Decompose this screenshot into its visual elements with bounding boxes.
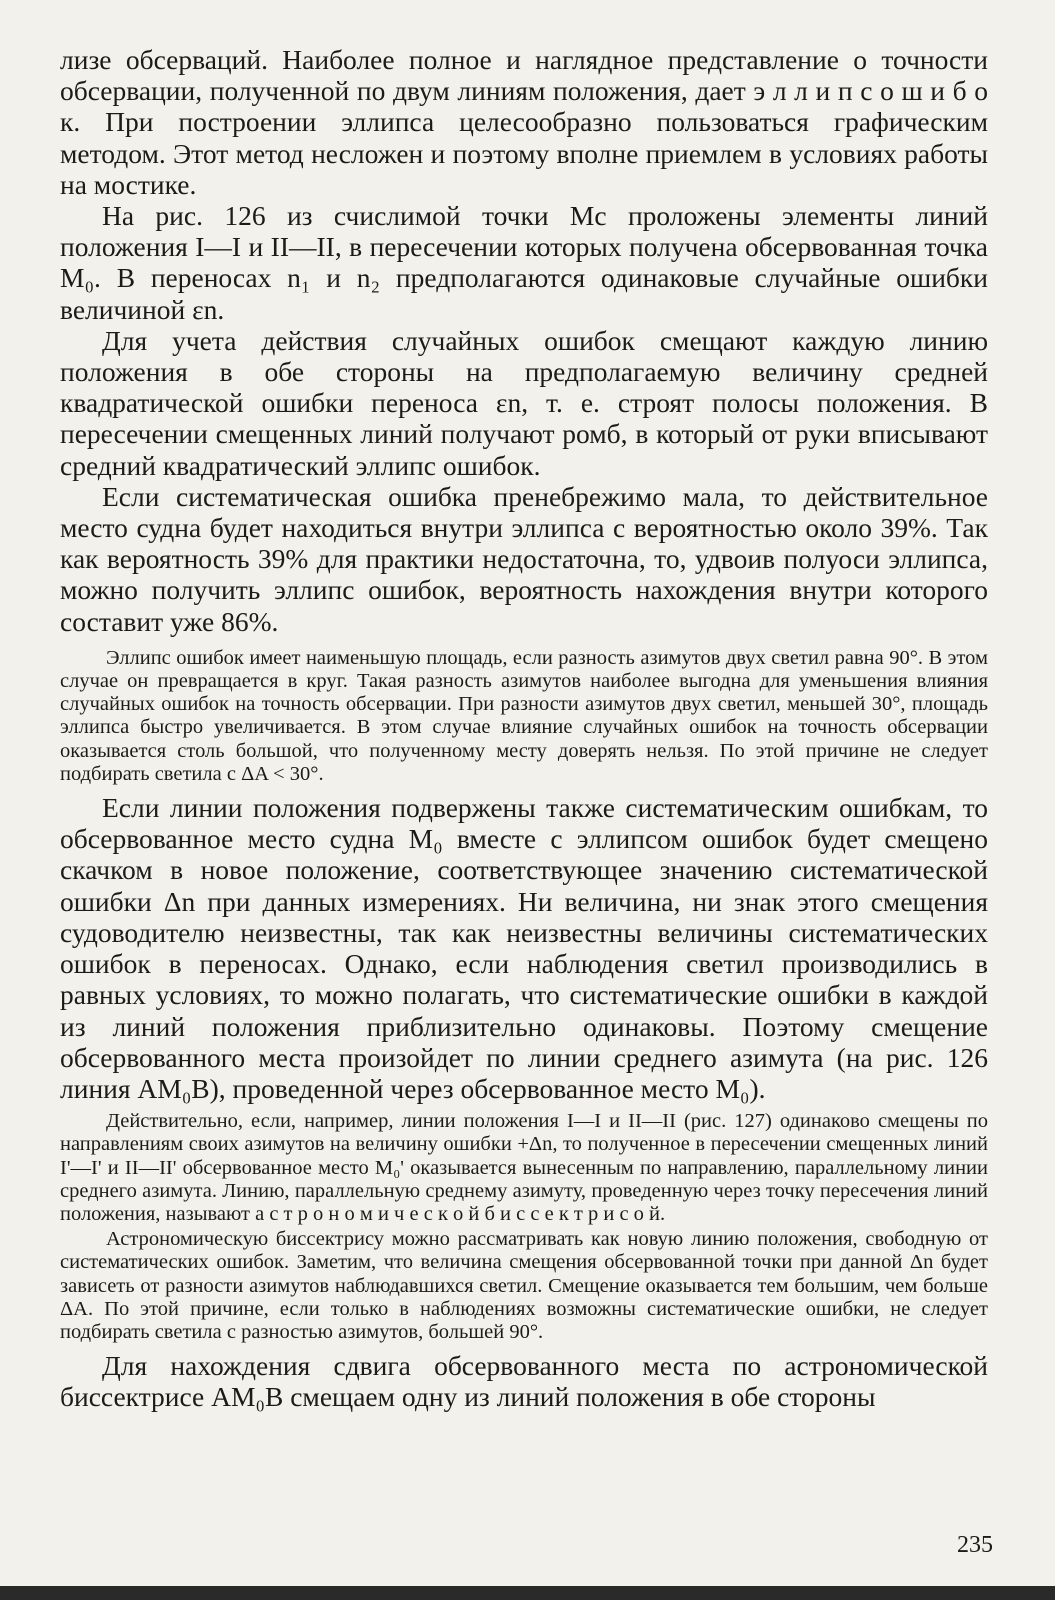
- paragraph-6: Для нахождения сдвига обсервованного места по астрономической биссектрисе AM₀B смещаем одну из линий положения в обе стороны: [60, 1350, 988, 1413]
- paragraph-5: Если линии положения подвержены также систематическим ошибкам, то обсервованное место судна M₀ вместе с эллипсом ошибок будет смещено скачком в новое положение, соответствующее значению систематической ошибки Δn при данных измерениях. Ни величина, ни знак этого смещения судоводителю неизвестны, так как неизвестны величины систематических ошибок в переносах. Однако, если наблюдения светил производились в равных условиях, то можно полагать, что систематические ошибки в каждой из линий положения приблизительно одинаковы. Поэтому смещение обсервованного места произойдет по линии среднего азимута (на рис. 126 линия AM₀B), проведенной через обсервованное место M₀).: [60, 792, 988, 1104]
- scan-bottom-edge: [0, 1586, 1055, 1600]
- paragraph-2: На рис. 126 из счислимой точки Mc проложены элементы линий положения I—I и II—II, в пересечении которых получена обсервованная точка M₀. В переносах n₁ и n₂ предполагаются одинаковые случайные ошибки величиной εn.: [60, 200, 988, 325]
- paragraph-4: Если систематическая ошибка пренебрежимо мала, то действительное место судна будет находиться внутри эллипса с вероятностью около 39%. Так как вероятность 39% для практики недостаточна, то, удвоив полуоси эллипса, можно получить эллипс ошибок, вероятность нахождения внутри которого составит уже 86%.: [60, 480, 988, 637]
- page-text: [60, 44, 988, 1413]
- small-print-note-2: Действительно, если, например, линии положения I—I и II—II (рис. 127) одинаково смещены по направлениям своих азимутов на величину ошибки +Δn, то полученное в пересечении смещенных линий I'—I' и II—II' обсервованное место M₀' оказывается вынесенным по направлению, параллельному линии среднего азимута. Линию, параллельную среднему азимуту, проведенную через точку пересечения линий положения, называют а с т р о н о м и ч е с к о й б и с с е к т р и с о й.: [60, 1110, 988, 1225]
- paragraph-3: Для учета действия случайных ошибок смещают каждую линию положения в обе стороны на предполагаемую величину средней квадратической ошибки переноса εn, т. е. строят полосы положения. В пересечении смещенных линий получают ромб, в который от руки вписывают средний квадратический эллипс ошибок.: [60, 324, 988, 481]
- page-number: 235: [957, 1532, 993, 1558]
- small-print-note-1: Эллипс ошибок имеет наименьшую площадь, если разность азимутов двух светил равна 90°. В этом случае он превращается в круг. Такая разность азимутов наиболее выгодна для уменьшения влияния случайных ошибок на точность обсервации. При разности азимутов двух светил, меньшей 30°, площадь эллипса быстро увеличивается. В этом случае влияние случайных ошибок на точность обсервации оказывается столь большой, что полученному месту доверять нельзя. По этой причине не следует подбирать светила с ΔA < 30°.: [60, 646, 988, 785]
- small-print-note-3: Астрономическую биссектрису можно рассматривать как новую линию положения, свободную от систематических ошибок. Заметим, что величина смещения обсервованной точки при данной Δn будет зависеть от разности азимутов наблюдавшихся светил. Смещение оказывается тем большим, чем больше ΔA. По этой причине, если только в наблюдениях возможны систематические ошибки, не следует подбирать светила с разностью азимутов, большей 90°.: [60, 1228, 988, 1343]
- paragraph-1: лизе обсерваций. Наиболее полное и наглядное представление о точности обсервации, полученной по двум линиям положения, дает э л л и п с о ш и б о к. При построении эллипса целесообразно пользоваться графическим методом. Этот метод несложен и поэтому вполне приемлем в условиях работы на мостике.: [60, 44, 988, 200]
